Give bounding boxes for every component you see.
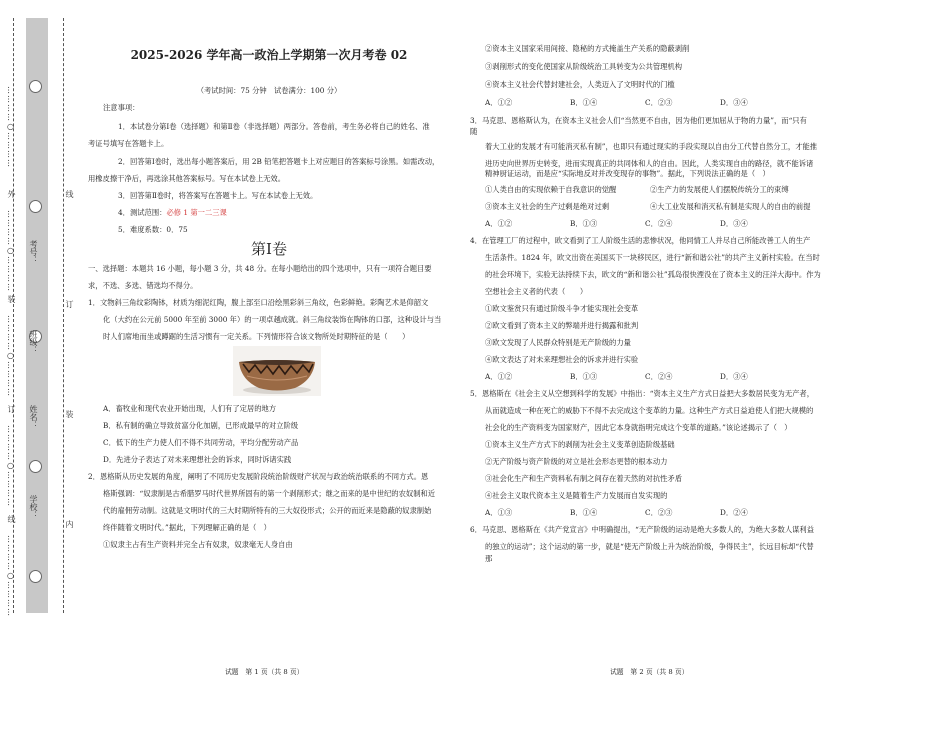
question-3-item: ④大工业发展和消灭私有制是实现人的自由的前提 [650,202,811,211]
question-5-item: ②无产阶级与资产阶级的对立是社会形态更替的根本动力 [485,457,668,466]
seal-dots: …………○………… [6,86,15,168]
question-5-line: 从而就造成一种在死亡的威胁下不得不去完成这个变革的力量。这种生产方式日益迫使人们把大规模的 [485,406,814,415]
question-1-option: B．私有制的确立导致贫富分化加剧，已形成最早的对立阶级 [103,421,299,430]
question-4-item: ④欧文表达了对未来理想社会的诉求并进行实验 [485,355,639,364]
question-2-line: 2．恩格斯从历史发展的角度，阐明了不同历史发展阶段统治阶级财产状况与政治统治联系的不同方式。恩 [88,472,429,481]
question-3-option-b: B．①③ [570,219,598,228]
painted-pottery-bowl-image [233,346,321,396]
seal-mark-xian: 线 [7,515,16,524]
notice-line: 1．本试卷分第Ⅰ卷（选择题）和第Ⅱ卷（非选择题）两部分。答卷前，考生务必将自己的姓名、准 [118,122,430,131]
binding-field-bar [26,18,48,613]
seal-dots: …………○………… [6,425,15,507]
section-intro-line: 求，不选、多选、错选均不得分。 [88,281,198,290]
question-4-option-c: C．②④ [645,372,673,381]
question-4-item: ①欧文鉴赏只有通过阶级斗争才能实现社会变革 [485,304,639,313]
question-2-line: 格斯强调：“奴隶制是古希腊罗马时代世界所固有的第一个剥削形式；继之而来的是中世纪的农奴制和近 [103,489,436,498]
question-6-line: 那 [485,554,493,563]
question-4-item: ③欧文发现了人民群众特别是无产阶级的力量 [485,338,631,347]
question-2-item: ②资本主义国家采用间接、隐秘的方式掩盖生产关系的隐蔽剥削 [485,44,690,53]
question-3-item: ①人类自由的实现依赖于自我意识的觉醒 [485,185,617,194]
question-2-line: 终伴随着文明时代。”据此，下列理解正确的是（ ） [103,523,271,532]
question-5-option-b: B．①④ [570,508,598,517]
question-2-option-b: B．①④ [570,98,598,107]
question-2-item: ①奴隶主占有生产资料并完全占有奴隶，奴隶毫无人身自由 [103,540,293,549]
exam-info: （考试时间：75 分钟 试卷满分：100 分） [196,86,342,95]
notice-line: 3．回答第Ⅱ卷时，将答案写在答题卡上。写在本试卷上无效。 [118,191,318,200]
question-2-item: ③剥削形式的变化使国家从阶级统治工具转变为公共管理机构 [485,62,683,71]
question-3-line: 着大工业的发展才有可能消灭私有制”，也即只有通过现实的手段实现以自由分工代替自然分工，才能推 [485,142,818,151]
page-footer-right: 试题 第 2 页（共 8 页） [610,668,689,676]
question-1-line: 时人们席地而坐或蹲踞的生活习惯有一定关系。下列情形符合该文物所处时期特征的是（ ） [103,332,410,341]
question-3-line: 精神厨证运动，而是应“实际地反对并改变现存的事物”。据此，下列说法正确的是（ ） [485,169,770,178]
question-4-line: 生活条件。1824 年，欧文出资在美国买下一块移民区，进行“新和谐公社”的共产主义新村实验。在当时 [485,253,820,262]
question-3-item: ③资本主义社会的生产过剩是绝对过剩 [485,202,610,211]
question-4-option-d: D．③④ [720,372,748,381]
question-4-line: 4．在管理工厂的过程中，欧文看到了工人阶级生活的悲惨状况，他同情工人并尽自己所能改善工人的生产 [470,236,811,245]
question-4-option-a: A．①② [485,372,513,381]
question-3-line: 随 [470,127,478,136]
inner-mark: 装 [65,410,74,419]
inner-mark: 内 [65,520,74,529]
seal-dots: …………○………… [6,535,15,617]
question-5-line: 5．恩格斯在《社会主义从空想到科学的发展》中指出：“资本主义生产方式日益把大多数居民变为无产者， [470,389,815,398]
question-5-option-d: D．②④ [720,508,748,517]
binding-hole-icon [29,80,42,93]
section-intro-line: 一、选择题：本题共 16 小题，每小题 3 分，共 48 分。在每小题给出的四个选项中，只有一项符合题目要 [88,264,432,273]
binding-hole-icon [29,570,42,583]
section-title: 第Ⅰ卷 [251,240,287,258]
binding-hole-icon [29,460,42,473]
question-1-option: C．低下的生产力使人们不得不共同劳动，平均分配劳动产品 [103,438,299,447]
school-field[interactable]: 学校： [29,495,38,519]
binding-hole-icon [29,200,42,213]
inner-mark: 订 [65,300,74,309]
question-5-option-a: A．①③ [485,508,513,517]
question-2-item: ④资本主义社会代替封建社会，人类迈入了文明时代的门槛 [485,80,675,89]
seal-dots: …………○………… [6,210,15,292]
notice-difficulty: 5．难度系数：0．75 [118,225,188,234]
question-5-item: ③社会化生产和生产资料私有制之间存在着天然的对抗性矛盾 [485,474,683,483]
seal-mark-outer: 外 [7,190,16,199]
seal-dots: …………○………… [6,315,15,397]
notice-line: 用橡皮擦干净后，再选涂其他答案标号。写在本试卷上无效。 [88,174,286,183]
question-5-item: ①资本主义生产方式下的剥削为社会主义变革创造阶级基础 [485,440,675,449]
notice-line: 考证号填写在答题卡上。 [88,139,169,148]
seal-mark-ding: 订 [7,405,16,414]
question-5-item: ④社会主义取代资本主义是随着生产力发展而自发实现的 [485,491,668,500]
question-6-line: 的独立的运动”；这个运动的第一步，就是“使无产阶级上升为统治阶级，争得民主”，长远目标却“代替 [485,542,814,551]
inner-mark: 线 [65,190,74,199]
question-6-line: 6．马克思、恩格斯在《共产党宣言》中明确提出，“无产阶级的运动是绝大多数人的，为绝大多数人谋利益 [470,525,815,534]
notice-label: 注意事项： [103,103,140,112]
question-2-line: 代的雇佣劳动制。这就是文明时代的三大时期所特有的三大奴役形式；公开的而近来是隐蔽的奴隶制始 [103,506,432,515]
question-4-item: ②欧文看到了资本主义的弊端并进行揭露和批判 [485,321,639,330]
question-5-option-c: C．②③ [645,508,673,517]
question-3-item: ②生产力的发展使人们摆脱传统分工的束缚 [650,185,789,194]
question-1-option: D．先进分子表达了对未来理想社会的诉求，同时诉诸实践 [103,455,292,464]
seal-mark-zhuang: 装 [7,295,16,304]
question-1-line: 化（大约在公元前 5000 年至前 3000 年）的一项卓越成就。斜三角纹装饰在陶钵的口部，这种设计与当 [103,315,442,324]
question-3-line: 3．马克思、恩格斯认为，在资本主义社会人们“当然更不自由，因为他们更加屈从于物的力量”，而“只有 [470,116,807,125]
page-footer-left: 试题 第 1 页（共 8 页） [225,668,304,676]
question-3-option-d: D．③④ [720,219,748,228]
question-4-line: 空想社会主义者的代表（ ） [485,287,588,296]
question-4-line: 的社会环境下，实验无法持续下去，欧文的“新和谐公社”孤岛很快湮没在了资本主义的汪洋大海中。作为 [485,270,821,279]
question-1-line: 1．文物斜三角纹彩陶钵，材质为细泥红陶，腹上部至口沿绘黑彩斜三角纹，色彩鲜艳。彩陶艺术是仰韶文 [88,298,429,307]
page-title: 2025-2026 学年高一政治上学期第一次月考卷 02 [130,48,408,62]
exam-number-field[interactable]: 考号： [29,240,38,264]
question-2-option-d: D．③④ [720,98,748,107]
question-3-option-a: A．①② [485,219,513,228]
question-4-option-b: B．①③ [570,372,598,381]
binding-strip [0,0,75,640]
notice-scope-prefix: 4．测试范围： [118,208,167,217]
question-1-option: A．畜牧业和现代农业开始出现，人们有了定居的地方 [103,404,277,413]
name-field[interactable]: 姓名： [29,405,38,429]
test-scope: 必修 1 第一二三课 [166,208,227,217]
question-2-option-c: C．②③ [645,98,673,107]
notice-scope [118,206,227,219]
question-2-option-a: A．①② [485,98,513,107]
class-field[interactable]: 班级： [29,330,38,354]
question-5-line: 社会化的生产资料变为国家财产，因此它本身就指明完成这个变革的道路。”该论述揭示了（ ） [485,423,792,432]
question-3-option-c: C．②④ [645,219,673,228]
notice-line: 2．回答第Ⅰ卷时，选出每小题答案后，用 2B 铅笔把答题卡上对应题目的答案标号涂黑。如需改动， [118,157,440,166]
question-3-line: 进历史向世界历史转变，进而实现真正的共同体和人的自由。因此，人类实现自由的路径，就不能诉诸 [485,159,814,168]
